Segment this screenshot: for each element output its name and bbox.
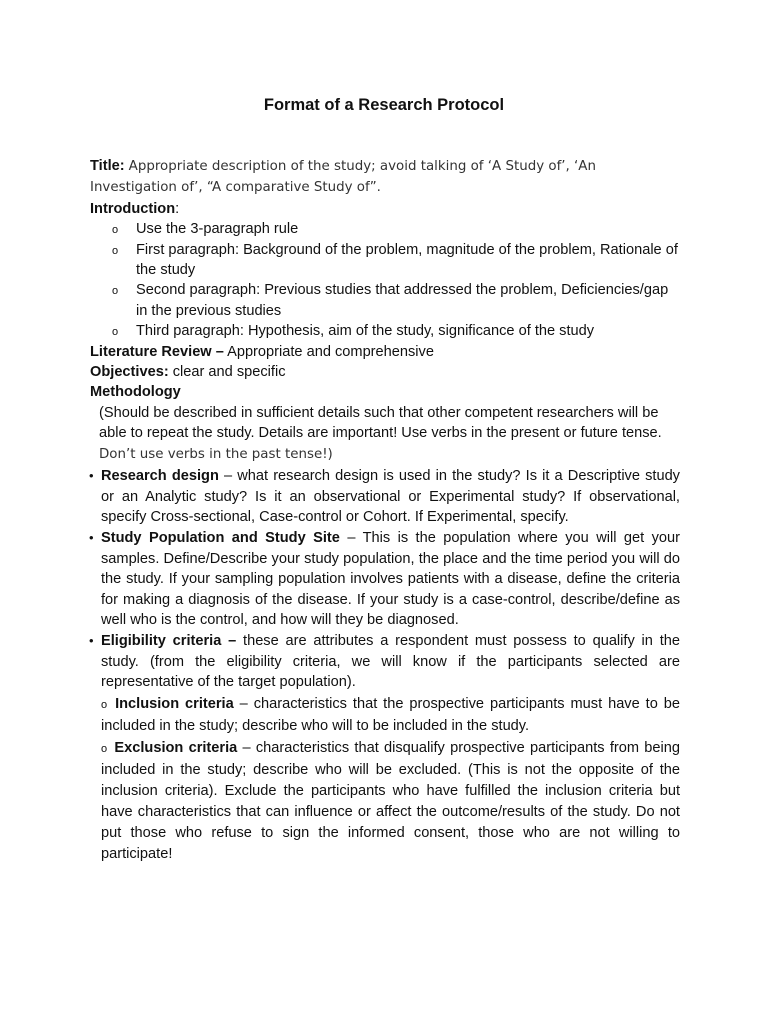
list-item: o Third paragraph: Hypothesis, aim of the study, significance of the study — [136, 321, 680, 341]
title-label: Title: — [90, 158, 125, 174]
study-population-item: • Study Population and Study Site – This is the population where you will get your samples. Define/Describe your study population, the place and the time period you will do the study. If your sampling population involves patients with a disease, define the criteria for making a diagnosis of the disease. If your study is a case-control, describe/define as well who is the control, and how will they be diagnosed. — [89, 530, 680, 628]
bullet-icon: • — [89, 633, 94, 649]
exclusion-criteria: o Exclusion criteria – characteristics that disqualify prospective participants from being included in the study; describe who will be excluded. (This is not the opposite of the inclusion criteria). Exclude the participants who have fulfilled the inclusion criteria but have characteristics that can influence or affect the outcome/results of the study. Do not put those who refuse to sign the informed consent, those who are not willing to participate! — [101, 739, 681, 862]
title-section — [90, 156, 680, 199]
methodology-note: (Should be described in sufficient details such that other competent researchers will be able to repeat the study. Details are important! Use verbs in the present or future tense. Don’t use verbs in the past tense!) — [99, 404, 662, 462]
bullet-icon: • — [89, 468, 94, 484]
title-description: Appropriate description of the study; avoid talking of ‘A Study of’, ‘An Investigation of’, “A comparative Study of”. — [90, 159, 596, 196]
list-item: o First paragraph: Background of the problem, magnitude of the problem, Rationale of the study — [136, 240, 680, 281]
list-item: o Second paragraph: Previous studies that addressed the problem, Deficiencies/gap in the previous studies — [136, 280, 680, 321]
literature-review: Literature Review – Appropriate and comprehensive — [90, 343, 434, 360]
methodology-heading: Methodology — [90, 384, 181, 401]
eligibility-item: • Eligibility criteria – these are attributes a respondent must possess to qualify in the study. (from the eligibility criteria, we will know if the participants selected are representative of the target population). — [89, 633, 680, 691]
circle-bullet-icon: o — [101, 698, 108, 711]
objectives: Objectives: clear and specific — [90, 364, 286, 381]
list-item: o Use the 3-paragraph rule — [136, 219, 680, 239]
introduction-heading: Introduction: — [90, 200, 180, 217]
document-title: Format of a Research Protocol — [263, 96, 505, 114]
inclusion-criteria: o Inclusion criteria – characteristics that the prospective participants must have to be included in the study; describe who will to be included in the study. — [101, 695, 680, 734]
introduction-list — [90, 219, 680, 341]
circle-bullet-icon: o — [101, 742, 108, 755]
document-body — [90, 156, 680, 865]
bullet-icon: • — [89, 530, 94, 546]
research-design-item: • Research design – what research design is used in the study? Is it a Descriptive study or an Analytic study? Is it an observational or Experimental study? If observational, specify Cross-sectional, Case-control or Cohort. If Experimental, specify. — [89, 468, 680, 525]
